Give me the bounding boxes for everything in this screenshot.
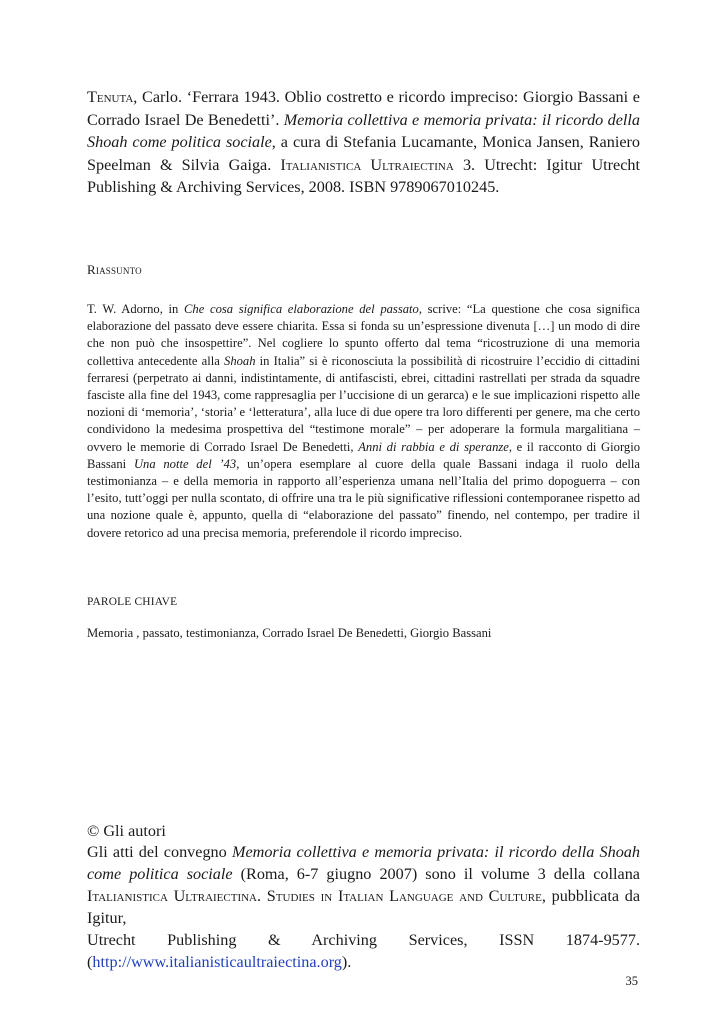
abstract-work-title: Una notte del ’43 xyxy=(133,456,237,471)
series-name: Italianistica Ultraiectina xyxy=(87,887,257,905)
publication-text: ( xyxy=(87,953,93,971)
abstract-work-title: Che cosa significa elaborazione del passato xyxy=(184,302,419,316)
abstract-work-title: Anni di rabbia e di speranze xyxy=(358,439,509,454)
publication-line xyxy=(87,951,640,973)
author-surname: Tenuta xyxy=(87,88,134,106)
publication-text: , pubblicata da Igitur, xyxy=(87,887,641,927)
abstract-text: , scrive: “La questione che cosa significa elaborazione del passato deve essere chiarita. Essa si fonda su un’espressione divenuta […] un modo di dire che non può che insospettire”. Nel cogliere lo spunto offerto dal tema “ricostruzione di una memoria collettiva antecedente alla xyxy=(87,302,640,368)
publication-text: . xyxy=(257,887,267,905)
proceedings-title: Memoria collettiva e memoria privata: il ricordo della Shoah come politica sociale xyxy=(87,843,640,883)
keywords-list: Memoria , passato, testimonianza, Corrado Israel De Benedetti, Giorgio Bassani xyxy=(87,626,492,640)
abstract-text: T. W. Adorno, in xyxy=(87,302,185,316)
keywords-heading: PAROLE CHIAVE xyxy=(87,596,178,608)
author-first-name: , Carlo. xyxy=(133,88,187,106)
abstract-text: , un’opera esemplare al cuore della quale Bassani indaga il ruolo della testimonianza – e della memoria in rapporto all’esperienza umana nell’Italia del primo dopoguerra – con l’esito, tutt’oggi per nulla scontato, di offrire una tra le più significative riflessioni contemporanee rispetto ad una nozione quale è, appunto, quella di “elaborazione del passato” finendo, nel contempo, per tradire il dovere retorico ad una precisa memoria, preferendole il ricordo impreciso. xyxy=(87,456,641,540)
abstract-text: , e il racconto di Giorgio Bassani xyxy=(87,439,641,471)
website-link[interactable]: http://www.italianisticaultraiectina.org xyxy=(92,953,342,971)
abstract-paragraph xyxy=(87,301,640,542)
abstract-shoah: Shoah xyxy=(224,353,256,368)
publication-line: Utrecht Publishing & Archiving Services, ISSN 1874-9577. xyxy=(87,931,640,949)
abstract-text: in Italia” si è riconosciuta la possibilità di ricostruire l’eccidio di cittadini ferraresi (perpetrato ai danni, indistintamente, di antifascisti, ebrei, cittadini rastrellati per strada da squadre fasciste alla fine del 1943, come rappresaglia per l’uccisione di un gerarca) e le sue implicazioni rispetto alle nozioni di ‘memoria’, ‘storia’ e ‘letteratura’, alla luce di due opere tra loro differenti per genere, ma che certo condividono la medesima prospettiva del “testimone morale” – per adoperare la formula margalitiana – ovvero le memorie di Corrado Israel De Benedetti, xyxy=(87,353,640,454)
series-name: Italianistica Ultraiectina xyxy=(280,155,454,174)
page-number: 35 xyxy=(625,974,638,988)
series-subtitle: Studies in Italian Language and Culture xyxy=(266,887,542,905)
publication-text: (Roma, 6-7 giugno 2007) sono il volume 3 della collana xyxy=(232,865,640,883)
publication-text: Gli atti del convegno xyxy=(87,843,232,861)
riassunto-heading: Riassunto xyxy=(87,262,142,277)
publication-text: ). xyxy=(341,953,352,971)
book-title: Memoria collettiva e memoria privata: il ricordo della Shoah come politica sociale xyxy=(87,110,640,151)
copyright-line: © Gli autori xyxy=(87,822,166,840)
citation-paragraph xyxy=(87,86,640,199)
publisher-info: 3. Utrecht: Igitur Utrecht Publishing & Archiving Services, 2008. ISBN 9789067010245. xyxy=(87,155,640,196)
article-title: ‘Ferrara 1943. Oblio costretto e ricordo impreciso: Giorgio Bassani e Corrado Israel De Benedetti’. xyxy=(87,88,640,129)
publication-line xyxy=(87,841,640,929)
publication-info xyxy=(87,841,640,973)
editors: , a cura di Stefania Lucamante, Monica Jansen, Raniero Speelman & Silvia Gaiga. xyxy=(87,133,640,174)
